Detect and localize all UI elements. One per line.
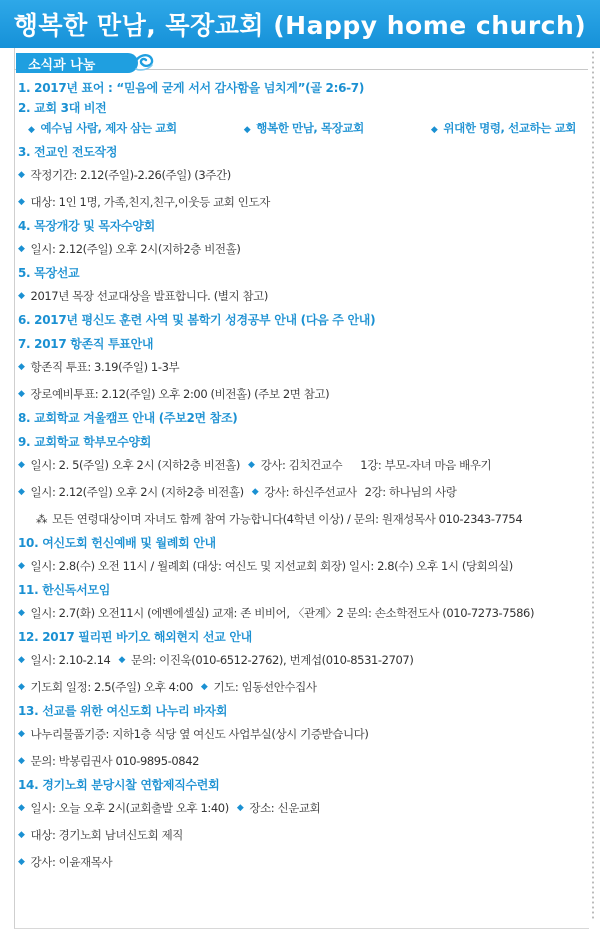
diamond-icon: ◆ [18,291,25,301]
header-banner [0,0,600,48]
page-title: 행복한 만남, 목장교회 (Happy home church) [13,11,587,40]
list-item: ◆ 문의: 박봉림권사 010-9895-0842 [18,748,584,775]
list-item: ◆ 일시: 2.10-2.14 ◆ 문의: 이진욱(010-6512-2762), 번계섭(010-8531-2707) [18,647,584,674]
vision-item: ◆ 예수님 사람, 제자 삼는 교회 [28,118,177,138]
notice-heading-12: 12. 2017 필리핀 바기오 해외현지 선교 안내 [18,630,252,644]
list-item: ◆ 대상: 1인 1명, 가족,친지,친구,이웃등 교회 인도자 [18,189,584,216]
notice-list [18,78,584,876]
section-tag [16,53,138,73]
note-mark: ⁂ [36,512,48,526]
notice-heading-9: 9. 교회학교 학부모수양회 [18,435,151,449]
diamond-icon: ◆ [248,460,255,470]
diamond-icon: ◆ [243,125,251,135]
notice-heading-5: 5. 목장선교 [18,266,80,280]
diamond-icon: ◆ [18,460,25,470]
notice-heading-7: 7. 2017 항존직 투표안내 [18,337,154,351]
diamond-icon: ◆ [18,197,25,207]
diamond-icon: ◆ [18,857,25,867]
notice-heading-4: 4. 목장개강 및 목자수양회 [18,219,155,233]
dotted-edge [591,50,595,920]
list-item: ⁂ 모든 연령대상이며 자녀도 함께 참여 가능합니다(4학년 이상) / 문의: 원재성목사 010-2343-7754 [18,506,584,533]
diamond-icon: ◆ [18,487,25,497]
list-item: ◆ 일시: 2. 5(주일) 오후 2시 (지하2층 비전홀) ◆ 강사: 김치건교수 1강: 부모-자녀 마음 배우기 [18,452,584,479]
list-item: ◆ 대상: 경기노회 남녀신도회 제직 [18,822,584,849]
notice-heading-10: 10. 여신도회 헌신예배 및 월례회 안내 [18,536,216,550]
swirl-icon [130,48,156,74]
notice-heading-13: 13. 선교를 위한 여신도회 나누리 바자회 [18,704,228,718]
diamond-icon: ◆ [18,655,25,665]
diamond-icon: ◆ [18,729,25,739]
diamond-icon: ◆ [118,655,125,665]
list-item: ◆ 일시: 2.8(수) 오전 11시 / 월례회 (대상: 여신도 및 지선교회 회장) 일시: 2.8(수) 오후 1시 (당회의실) [18,553,584,580]
vision-item: ◆ 행복한 만남, 목장교회 [244,118,364,138]
diamond-icon: ◆ [200,682,208,692]
list-item: ◆ 장로예비투표: 2.12(주일) 오후 2:00 (비전홀) (주보 2면 참고) [18,381,584,408]
notice-heading-3: 3. 전교인 전도작정 [18,145,118,159]
list-item: ◆ 항존직 투표: 3.19(주일) 1-3부 [18,354,584,381]
list-item: ◆ 일시: 2.12(주일) 오후 2시(지하2층 비전홀) [18,236,584,263]
diamond-icon: ◆ [18,756,25,766]
notice-heading-11: 11. 한신독서모임 [18,583,110,597]
list-item: ◆ 기도회 일정: 2.5(주일) 오후 4:00 ◆ 기도: 임동선안수집사 [18,674,584,701]
diamond-icon: ◆ [18,830,25,840]
list-item: ◆ 작정기간: 2.12(주일)-2.26(주일) (3주간) [18,162,584,189]
list-item: ◆ 나누리물품기증: 지하1층 식당 옆 여신도 사업부실(상시 기증받습니다) [18,721,584,748]
diamond-icon: ◆ [18,803,25,813]
diamond-icon: ◆ [28,125,35,135]
diamond-icon: ◆ [18,244,25,254]
list-item: ◆ 일시: 2.12(주일) 오후 2시 (지하2층 비전홀) ◆ 강사: 하신주선교사 2강: 하나님의 사랑 [18,479,584,506]
diamond-icon: ◆ [18,170,25,180]
diamond-icon: ◆ [236,803,244,813]
diamond-icon: ◆ [18,362,25,372]
list-item: ◆ 강사: 이윤재목사 [18,849,584,876]
notice-heading-2: 2. 교회 3대 비전 [18,101,107,115]
diamond-icon: ◆ [251,487,259,497]
diamond-icon: ◆ [18,682,25,692]
list-item: ◆ 일시: 오늘 오후 2시(교회출발 오후 1:40) ◆ 장소: 신운교회 [18,795,584,822]
list-item: ◆ 2017년 목장 선교대상을 발표합니다. (별지 참고) [18,283,584,310]
notice-heading-6: 6. 2017년 평신도 훈련 사역 및 봄학기 성경공부 안내 (다음 주 안내) [18,313,376,327]
section-tag-label: 소식과 나눔 [28,57,96,73]
diamond-icon: ◆ [18,608,25,618]
diamond-icon: ◆ [18,389,25,399]
vision-row [18,118,584,138]
list-item: ◆ 일시: 2.7(화) 오전11시 (에벤에셀실) 교재: 존 비비어, 〈관계〉2 문의: 손소학전도사 (010-7273-7586) [18,600,584,627]
notice-heading-1: 1. 2017년 표어 : “믿음에 굳게 서서 감사함을 넘치게”(골 2:6-7) [18,81,365,95]
notice-heading-8: 8. 교회학교 겨울캠프 안내 (주보2면 참조) [18,411,238,425]
notice-heading-14: 14. 경기노회 분당시찰 연합제직수련회 [18,778,220,792]
diamond-icon: ◆ [18,561,25,571]
vision-item: ◆ 위대한 명령, 선교하는 교회 [431,118,576,138]
diamond-icon: ◆ [430,125,438,135]
